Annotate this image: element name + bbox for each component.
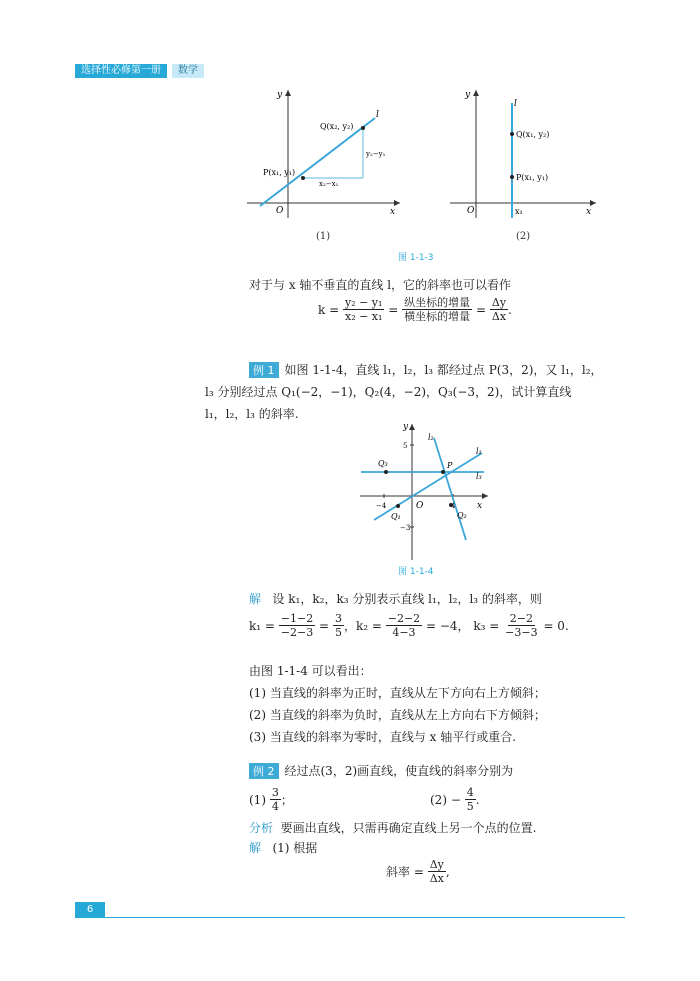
- page-number: 6: [75, 902, 105, 918]
- subject-tag: 数学: [172, 64, 204, 78]
- sep: ，: [343, 619, 356, 633]
- solution-2-text: (1) 根据: [272, 841, 318, 855]
- part-a-frac: $\frac{3}{4}$: [271, 786, 279, 813]
- k3-eq: k₃ =: [473, 618, 500, 633]
- slope-definition: [386, 858, 450, 885]
- p-label: P(x₁, y₁): [516, 173, 549, 182]
- x1-label: x₁: [515, 207, 523, 216]
- point-q1: [396, 504, 400, 508]
- tick-label-5: 5: [403, 442, 408, 450]
- figure-1-1-3-panel-2: [448, 88, 600, 223]
- line-label: l: [514, 99, 517, 109]
- part-b-label: (2) −: [430, 792, 461, 807]
- analysis-label: 分析: [249, 821, 274, 835]
- example-2-line: [249, 762, 513, 779]
- analysis-line: [249, 819, 536, 836]
- part-b-frac: $\frac{4}{5}$: [466, 786, 474, 813]
- observation-2: (2) 当直线的斜率为负时，直线从左上方向右下方倾斜；: [249, 708, 546, 722]
- x-label: x: [586, 207, 592, 217]
- example-1-text-1: 如图 1-1-4，直线 l₁，l₂，l₃ 都经过点 P(3，2)，又 l₁，l₂，: [284, 363, 603, 377]
- intro-line: 对于与 x 轴不垂直的直线 l，它的斜率也可以看作: [249, 278, 512, 292]
- k1-eq-sign: =: [319, 618, 330, 633]
- figure-1-1-3-panel-1: [245, 88, 405, 223]
- point-p: [510, 175, 514, 179]
- frac-words: $\frac{\text{纵坐标的增量}}{\text{横坐标的增量}}$: [404, 296, 471, 323]
- tick-label-m3: −3: [400, 524, 411, 532]
- origin-label: O: [276, 206, 284, 216]
- figure-1-1-4: [356, 420, 496, 562]
- y-axis-arrow: [409, 424, 415, 430]
- y-axis-arrow: [473, 90, 479, 96]
- footer-rule: [105, 917, 625, 918]
- y-label: y: [465, 90, 471, 100]
- observation-3: (3) 当直线的斜率为零时，直线与 x 轴平行或重合.: [249, 730, 517, 744]
- fig-1-1-3-sub2: (2): [516, 231, 531, 242]
- solution-1-line: [249, 590, 542, 607]
- fig-1-1-3-sub1: (1): [316, 231, 331, 242]
- book-title-tag: 选择性必修第一册: [75, 64, 167, 78]
- point-q: [510, 132, 514, 136]
- example-2-part-a: [249, 786, 293, 813]
- point-p: [301, 176, 305, 180]
- k1-result: $\frac{3}{5}$: [334, 612, 342, 639]
- origin-label: O: [416, 501, 424, 511]
- tick-label-4: 4: [451, 502, 456, 510]
- slope-eq: 斜率 =: [386, 865, 424, 879]
- k2-result: = −4，: [426, 619, 470, 633]
- dx-label: x₂−x₁: [319, 180, 339, 188]
- example-1-line-1: [249, 361, 603, 378]
- point-q: [361, 126, 365, 130]
- q1-label: Q₁: [391, 512, 401, 521]
- l1-label: l₁: [476, 447, 482, 456]
- example-1-line-3: l₁，l₂，l₃ 的斜率.: [205, 407, 299, 421]
- line-l1: [374, 453, 482, 520]
- q-label: Q(x₂, y₂): [320, 122, 354, 131]
- p-label: P: [447, 461, 453, 470]
- point-q3: [384, 470, 388, 474]
- line-label: l: [376, 110, 379, 120]
- eq-sign-2: =: [475, 302, 487, 317]
- part-a-end: ；: [280, 793, 293, 807]
- point-p: [441, 470, 445, 474]
- x-label: x: [390, 207, 396, 217]
- comma: ,: [445, 864, 450, 879]
- q2-label: Q₂: [457, 511, 467, 520]
- slope-frac: $\frac{\Delta y}{\Delta x}$: [429, 858, 444, 885]
- slope-formula: [318, 296, 512, 323]
- x-axis-arrow: [394, 200, 400, 206]
- frac-dy-dx: $\frac{\text{y₂ − y₁}}{\text{x₂ − x₁}}$: [344, 296, 383, 323]
- origin-label: O: [467, 206, 475, 216]
- frac-delta: $\frac{\Delta y}{\Delta x}$: [491, 296, 507, 323]
- part-b-end: .: [475, 792, 480, 807]
- y-label: y: [277, 90, 283, 100]
- solution-1-label: 解: [249, 592, 262, 606]
- fig-1-1-4-caption: 图 1-1-4: [398, 567, 434, 577]
- k2-frac: $\frac{-2-2}{4-3}$: [387, 612, 421, 639]
- k2-eq: k₂ =: [355, 618, 382, 633]
- example-2-part-b: [430, 786, 480, 813]
- observation-1: (1) 当直线的斜率为正时，直线从左下方向右上方倾斜；: [249, 686, 546, 700]
- x-label: x: [477, 501, 483, 511]
- example-2-text: 经过点(3，2)画直线，使直线的斜率分别为: [284, 764, 514, 778]
- p-label: P(x₁, y₁): [263, 168, 296, 177]
- k1-frac: $\frac{-1-2}{-2-3}$: [280, 612, 314, 639]
- fig-1-1-3-caption: 图 1-1-3: [398, 253, 434, 263]
- slope-calculations: [249, 612, 569, 639]
- y-label: y: [403, 422, 409, 432]
- analysis-text: 要画出直线，只需再确定直线上另一个点的位置.: [280, 821, 537, 835]
- solution-2-label: 解: [249, 841, 262, 855]
- part-a-label: (1): [249, 792, 266, 807]
- l2-label: l₂: [428, 433, 434, 442]
- example-1-label: 例 1: [249, 362, 279, 378]
- l3-label: l₃: [476, 472, 482, 481]
- x-axis-arrow: [482, 493, 488, 499]
- line-l: [260, 118, 375, 206]
- period: .: [508, 302, 512, 317]
- q3-label: Q₃: [378, 459, 388, 468]
- k-eq: k =: [318, 302, 340, 317]
- solution-2-line: [249, 839, 317, 856]
- solution-1-text: 设 k₁，k₂，k₃ 分别表示直线 l₁，l₂，l₃ 的斜率，则: [272, 592, 542, 606]
- tick-label-m4: −4: [376, 502, 387, 510]
- k3-result: = 0.: [543, 618, 569, 633]
- example-1-line-2: l₃ 分别经过点 Q₁(−2，−1)，Q₂(4，−2)，Q₃(−3，2)，试计算直线: [205, 385, 572, 399]
- example-2-label: 例 2: [249, 763, 279, 779]
- eq-sign: =: [388, 302, 399, 317]
- observation-intro: 由图 1-1-4 可以看出：: [249, 664, 372, 678]
- x-axis-arrow: [590, 200, 596, 206]
- k3-frac: $\frac{2-2}{-3-3}$: [505, 612, 538, 639]
- line-l2: [434, 438, 466, 540]
- k1-eq: k₁ =: [249, 618, 275, 633]
- y-axis-arrow: [285, 90, 291, 96]
- q-label: Q(x₁, y₂): [516, 130, 550, 139]
- dy-label: y₂−y₁: [366, 150, 386, 158]
